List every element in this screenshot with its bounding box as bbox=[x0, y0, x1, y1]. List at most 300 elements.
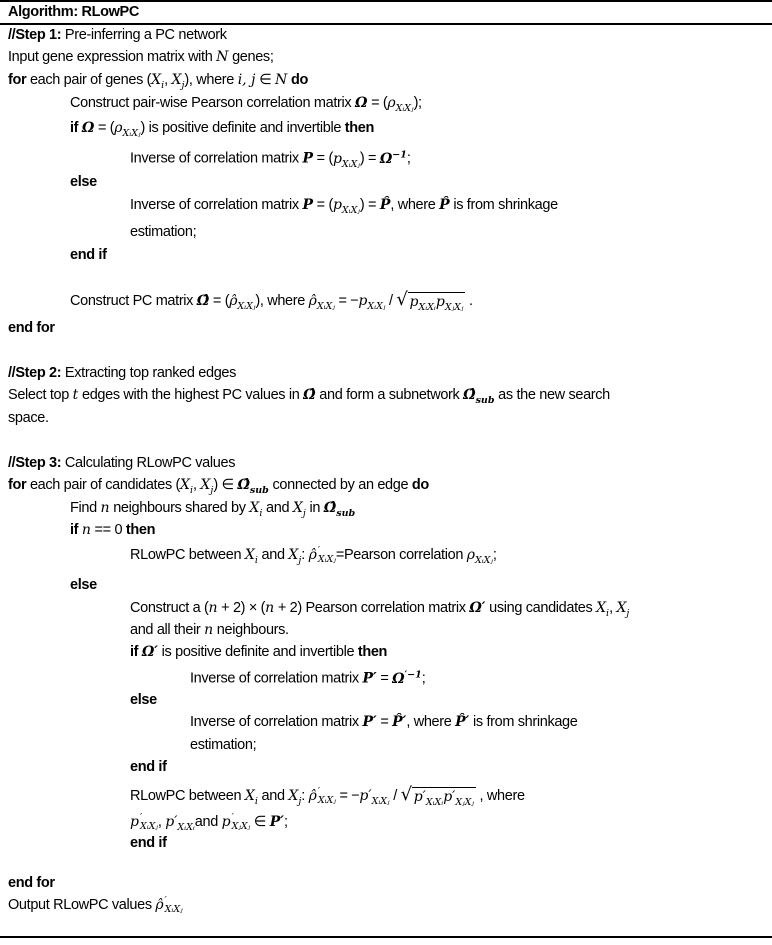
keyword: end if bbox=[130, 835, 167, 851]
text: = ( bbox=[94, 120, 115, 136]
algorithm-line bbox=[130, 620, 289, 640]
text: and form a subnetwork bbox=[315, 387, 464, 403]
math-symbol bbox=[292, 500, 306, 519]
text: and bbox=[194, 814, 222, 830]
math-base: p bbox=[332, 197, 342, 213]
text: ; bbox=[492, 547, 497, 563]
math-bold-symbol bbox=[355, 95, 367, 111]
text: Inverse of correlation matrix bbox=[130, 197, 303, 213]
subscript: XᵢXᵢ bbox=[425, 796, 444, 808]
math-symbol bbox=[244, 788, 258, 807]
subscript: i bbox=[161, 79, 165, 91]
text: , bbox=[157, 814, 166, 830]
text: RLowPC between bbox=[130, 547, 245, 563]
math-base: P′ bbox=[269, 814, 284, 830]
subscript: j bbox=[298, 795, 302, 807]
keyword: //Step 3: bbox=[8, 455, 62, 471]
math-base: P bbox=[302, 150, 313, 167]
subscript: j bbox=[210, 484, 214, 496]
math-base: n bbox=[265, 600, 275, 616]
superscript: ′ bbox=[231, 812, 234, 823]
text: = ( bbox=[312, 197, 333, 213]
text: Calculating RLowPC values bbox=[61, 455, 236, 471]
text: + 2) × ( bbox=[217, 600, 266, 616]
keyword: then bbox=[125, 522, 156, 538]
math-symbol bbox=[171, 72, 185, 91]
algorithm-line bbox=[190, 735, 256, 755]
subscript: j bbox=[181, 79, 185, 91]
subscript: sub bbox=[249, 484, 269, 496]
superscript: ′ bbox=[164, 895, 167, 906]
text: . bbox=[465, 293, 473, 309]
keyword: if bbox=[70, 522, 82, 538]
math-symbol bbox=[222, 814, 251, 830]
subscript: XᵢXᵢ bbox=[418, 301, 436, 313]
math-symbol bbox=[130, 814, 158, 830]
subscript: j bbox=[302, 507, 306, 519]
keyword: else bbox=[130, 692, 157, 708]
math-base: P̂′ bbox=[392, 714, 407, 730]
math-base: X bbox=[616, 600, 627, 616]
math-base: P′ bbox=[362, 670, 377, 687]
text: = − bbox=[334, 293, 359, 309]
math-base: p bbox=[332, 150, 342, 167]
sub-superscript bbox=[232, 813, 251, 831]
text: Inverse of correlation matrix bbox=[130, 150, 303, 167]
algorithm-line bbox=[130, 785, 525, 812]
math-symbol bbox=[180, 477, 194, 496]
keyword: else bbox=[70, 577, 97, 593]
math-symbol bbox=[409, 294, 436, 313]
keyword: if bbox=[130, 644, 142, 660]
text: ∈ bbox=[255, 72, 276, 88]
text: in bbox=[305, 500, 324, 516]
radicand bbox=[408, 292, 466, 317]
math-base: P̂′ bbox=[455, 714, 470, 730]
math-base: p′ bbox=[359, 788, 372, 804]
subscript: XᵢXⱼ bbox=[341, 204, 360, 216]
text: connected by an edge bbox=[268, 477, 412, 493]
math-base: n bbox=[204, 622, 214, 638]
algorithm-line bbox=[130, 642, 387, 662]
math-base: X bbox=[244, 547, 255, 563]
math-base: Ω̂ bbox=[463, 387, 476, 403]
text: ; bbox=[421, 670, 426, 687]
math-symbol bbox=[616, 600, 630, 619]
math-bold-symbol bbox=[380, 151, 407, 167]
square-root bbox=[401, 785, 476, 812]
keyword: then bbox=[357, 644, 388, 660]
text: is from shrinkage bbox=[449, 197, 558, 213]
math-symbol bbox=[332, 197, 360, 216]
text: Construct PC matrix bbox=[70, 293, 197, 309]
text: and bbox=[262, 500, 293, 516]
text: = bbox=[376, 714, 393, 730]
subscript: j bbox=[298, 554, 302, 566]
algorithm-line bbox=[130, 222, 196, 242]
text: ), where bbox=[184, 72, 238, 88]
keyword: for bbox=[8, 72, 27, 88]
text: ∈ bbox=[250, 814, 270, 830]
algorithm-line bbox=[70, 172, 97, 192]
math-symbol bbox=[596, 600, 610, 619]
math-base: Ω′ bbox=[469, 600, 486, 616]
text: genes; bbox=[228, 49, 274, 65]
superscript: ′ bbox=[317, 545, 321, 556]
math-base: p bbox=[130, 814, 139, 830]
math-bold-symbol bbox=[142, 644, 158, 660]
text: , bbox=[193, 477, 201, 493]
sub-superscript bbox=[165, 896, 183, 914]
subscript: XⱼXⱼ bbox=[455, 796, 474, 808]
subscript: XⱼXⱼ bbox=[444, 301, 464, 313]
subscript: XᵢXᵢ bbox=[177, 821, 195, 833]
math-base: Ω bbox=[354, 95, 368, 111]
math-base: Ω bbox=[81, 120, 95, 136]
keyword: if bbox=[70, 120, 82, 136]
algorithm-line bbox=[8, 47, 274, 67]
math-base: ρ̂ bbox=[155, 897, 164, 913]
math-symbol bbox=[275, 72, 287, 88]
text: RLowPC between bbox=[130, 788, 245, 804]
math-symbol bbox=[82, 522, 91, 538]
math-base: i, j bbox=[237, 72, 256, 88]
text: = bbox=[376, 670, 393, 687]
superscript: −1 bbox=[392, 149, 407, 160]
math-symbol bbox=[387, 95, 414, 114]
math-symbol bbox=[229, 293, 256, 312]
text: and bbox=[257, 788, 289, 804]
math-symbol bbox=[359, 788, 390, 807]
subscript: i bbox=[254, 795, 258, 807]
subscript: XᵢXⱼ bbox=[122, 127, 141, 139]
algorithm-line bbox=[130, 690, 157, 710]
text: Output RLowPC values bbox=[8, 897, 156, 913]
math-base: P̂ bbox=[439, 197, 450, 213]
math-bold-symbol bbox=[302, 151, 313, 167]
keyword: then bbox=[344, 120, 375, 136]
keyword: end if bbox=[130, 759, 167, 775]
text: Select top bbox=[8, 387, 73, 403]
math-base: ρ̂ bbox=[308, 547, 317, 563]
math-symbol bbox=[244, 547, 258, 566]
subscript: j bbox=[626, 607, 630, 619]
math-base: X bbox=[171, 72, 182, 88]
math-base: P′ bbox=[362, 714, 377, 730]
text: : bbox=[301, 547, 309, 563]
text: ; bbox=[283, 814, 288, 830]
math-symbol bbox=[204, 622, 213, 638]
radical-sign-icon: √ bbox=[396, 289, 408, 310]
text: neighbours shared by bbox=[109, 500, 250, 516]
subscript: i bbox=[259, 507, 263, 519]
text: , where bbox=[475, 788, 525, 804]
algorithm-line bbox=[190, 665, 425, 689]
keyword: Algorithm: RLowPC bbox=[8, 4, 139, 20]
algorithm-line bbox=[70, 245, 107, 265]
subscript: i bbox=[189, 484, 194, 496]
text: and bbox=[257, 547, 289, 563]
text: ); bbox=[413, 95, 422, 111]
text: , bbox=[164, 72, 172, 88]
math-base: Ω bbox=[379, 150, 393, 167]
math-symbol bbox=[101, 500, 110, 516]
math-symbol bbox=[288, 547, 302, 566]
text: Inverse of correlation matrix bbox=[190, 670, 363, 687]
math-base: ρ bbox=[466, 547, 475, 563]
text: edges with the highest PC values in bbox=[78, 387, 304, 403]
text: space. bbox=[8, 410, 49, 426]
math-base: p bbox=[358, 293, 368, 309]
math-symbol bbox=[165, 814, 195, 833]
subscript: XᵢXⱼ bbox=[139, 821, 158, 832]
subscript: XᵢXⱼ bbox=[317, 554, 336, 565]
math-symbol bbox=[332, 150, 360, 170]
math-base: P̂ bbox=[379, 197, 391, 213]
math-bold-symbol bbox=[270, 814, 284, 830]
math-base: P bbox=[302, 197, 313, 213]
subscript: sub bbox=[336, 507, 356, 519]
math-base: p′ bbox=[443, 789, 456, 805]
algorithm-line bbox=[130, 545, 497, 571]
math-symbol bbox=[308, 293, 335, 312]
math-base: ρ̂ bbox=[308, 788, 317, 804]
text: ) = bbox=[359, 150, 380, 167]
math-symbol bbox=[435, 294, 464, 313]
text: , where bbox=[406, 714, 456, 730]
keyword: do bbox=[290, 72, 308, 88]
math-base: Ω̂ bbox=[303, 387, 316, 403]
text: : bbox=[301, 788, 309, 804]
text: and all their bbox=[130, 622, 205, 638]
sub-superscript bbox=[140, 813, 158, 831]
math-symbol bbox=[155, 897, 182, 913]
math-base: p′ bbox=[165, 814, 178, 830]
math-bold-symbol bbox=[237, 477, 269, 496]
algorithm-line bbox=[70, 118, 374, 144]
bottom-rule bbox=[0, 936, 772, 938]
text: each pair of genes ( bbox=[26, 72, 152, 88]
math-symbol bbox=[238, 72, 256, 88]
math-base: n bbox=[208, 600, 218, 616]
math-base: p bbox=[221, 814, 231, 830]
text: as the new search bbox=[494, 387, 610, 403]
math-symbol bbox=[309, 547, 336, 563]
subscript: XᵢXⱼ bbox=[341, 158, 360, 170]
algorithm-line bbox=[8, 385, 610, 411]
text: estimation; bbox=[130, 224, 197, 240]
subscript: i bbox=[254, 554, 258, 566]
text: Inverse of correlation matrix bbox=[190, 714, 363, 730]
keyword: else bbox=[70, 174, 97, 190]
math-base: Ω̂ bbox=[323, 500, 337, 516]
text: using candidates bbox=[485, 600, 597, 616]
algorithm-line bbox=[8, 873, 55, 893]
math-symbol bbox=[249, 500, 263, 519]
math-base: Ω bbox=[392, 670, 405, 687]
math-base: ρ̂ bbox=[308, 293, 317, 309]
math-symbol bbox=[151, 72, 165, 91]
math-bold-symbol bbox=[197, 293, 209, 309]
text: ; bbox=[406, 150, 411, 167]
math-base: X bbox=[596, 600, 607, 616]
algorithm-line bbox=[130, 195, 558, 221]
algorithm-line bbox=[8, 475, 429, 501]
superscript: ′−1 bbox=[404, 669, 422, 680]
superscript: ′ bbox=[317, 786, 321, 797]
math-bold-symbol bbox=[303, 387, 315, 403]
math-symbol bbox=[288, 788, 302, 807]
text: Input gene expression matrix with bbox=[8, 49, 217, 65]
math-bold-symbol bbox=[302, 197, 313, 213]
subscript: XⱼXⱼ bbox=[231, 821, 251, 832]
subscript: XᵢXⱼ bbox=[317, 795, 336, 806]
radical-sign-icon: √ bbox=[400, 784, 412, 805]
math-bold-symbol bbox=[362, 714, 376, 730]
math-base: X bbox=[244, 788, 255, 804]
square-root bbox=[396, 290, 465, 317]
subscript: i bbox=[606, 607, 610, 619]
text: ), where bbox=[255, 293, 309, 309]
superscript: ′ bbox=[139, 812, 143, 823]
text: neighbours. bbox=[213, 622, 289, 638]
algorithm-line bbox=[8, 453, 235, 473]
algorithm-line bbox=[8, 363, 236, 383]
text: ) is positive definite and invertible bbox=[140, 120, 345, 136]
math-base: X bbox=[249, 500, 260, 516]
text: ) = bbox=[359, 197, 380, 213]
math-bold-symbol bbox=[380, 197, 391, 213]
algorithm-line bbox=[8, 408, 49, 428]
math-bold-symbol bbox=[362, 671, 376, 687]
text: = ( bbox=[312, 150, 333, 167]
math-base: X bbox=[151, 72, 162, 88]
algorithm-line bbox=[8, 895, 183, 915]
sub-superscript bbox=[318, 787, 336, 805]
text: , where bbox=[390, 197, 440, 213]
math-base: N bbox=[275, 72, 288, 88]
math-base: p bbox=[435, 294, 445, 310]
keyword: end for bbox=[8, 875, 55, 891]
math-symbol bbox=[114, 120, 141, 139]
subscript: sub bbox=[475, 394, 495, 406]
math-base: X bbox=[292, 500, 303, 516]
subscript: XᵢXⱼ bbox=[237, 300, 256, 312]
math-base: n bbox=[100, 500, 110, 516]
math-base: X bbox=[200, 477, 211, 493]
math-base: p bbox=[409, 294, 419, 310]
text: , bbox=[609, 600, 617, 616]
math-bold-symbol bbox=[392, 714, 406, 730]
text: Pre-inferring a PC network bbox=[61, 27, 227, 43]
algorithm-line bbox=[190, 712, 578, 732]
text: is positive definite and invertible bbox=[158, 644, 358, 660]
math-base: Ω̂ bbox=[196, 293, 210, 309]
algorithm-line bbox=[130, 833, 167, 853]
subscript: XᵢXⱼ bbox=[395, 102, 414, 114]
text: = ( bbox=[209, 293, 230, 309]
math-base: X bbox=[180, 477, 190, 493]
math-base: ρ bbox=[387, 95, 396, 111]
algorithm-line bbox=[130, 145, 411, 174]
math-base: Ω̂ bbox=[237, 477, 250, 493]
math-bold-symbol bbox=[439, 197, 450, 213]
math-bold-symbol bbox=[455, 714, 469, 730]
math-symbol bbox=[443, 789, 474, 808]
math-symbol bbox=[466, 547, 493, 566]
math-base: ρ bbox=[114, 120, 123, 136]
algorithm-line bbox=[70, 575, 97, 595]
text: Extracting top ranked edges bbox=[61, 365, 237, 381]
math-base: X bbox=[288, 788, 299, 804]
math-bold-symbol bbox=[463, 387, 495, 406]
text: each pair of candidates ( bbox=[26, 477, 181, 493]
algorithm-line bbox=[8, 318, 55, 338]
subscript: XᵢXⱼ bbox=[367, 300, 386, 312]
text: == 0 bbox=[90, 522, 126, 538]
algorithm-line bbox=[130, 757, 167, 777]
keyword: for bbox=[8, 477, 27, 493]
text: Construct pair-wise Pearson correlation matrix bbox=[70, 95, 355, 111]
text: Find bbox=[70, 500, 101, 516]
math-symbol bbox=[413, 789, 444, 808]
math-bold-symbol bbox=[392, 671, 422, 687]
algorithm-line bbox=[8, 25, 227, 45]
math-base: p′ bbox=[413, 789, 426, 805]
sub-superscript bbox=[318, 546, 336, 564]
math-symbol bbox=[200, 477, 214, 496]
algorithm-line bbox=[8, 70, 308, 96]
text: = − bbox=[335, 788, 360, 804]
math-base: ρ̂ bbox=[229, 293, 238, 309]
math-symbol bbox=[309, 788, 336, 804]
text: / bbox=[385, 293, 397, 309]
text: + 2) Pearson correlation matrix bbox=[274, 600, 470, 616]
text: estimation; bbox=[190, 737, 257, 753]
math-base: X bbox=[288, 547, 299, 563]
math-bold-symbol bbox=[82, 120, 94, 136]
algorithm-line bbox=[70, 290, 473, 317]
text: is from shrinkage bbox=[469, 714, 578, 730]
algorithm-title bbox=[8, 2, 139, 22]
keyword: end for bbox=[8, 320, 55, 336]
subscript: XᵢXⱼ bbox=[371, 795, 390, 807]
math-base: N bbox=[216, 49, 229, 65]
text: =Pearson correlation bbox=[335, 547, 467, 563]
math-symbol bbox=[216, 49, 228, 65]
text: ) ∈ bbox=[213, 477, 238, 493]
text: = ( bbox=[367, 95, 388, 111]
math-symbol bbox=[265, 600, 274, 616]
text: Construct a ( bbox=[130, 600, 209, 616]
math-base: Ω′ bbox=[141, 644, 158, 660]
keyword: //Step 1: bbox=[8, 27, 62, 43]
subscript: XᵢXⱼ bbox=[316, 300, 335, 312]
math-base: t bbox=[72, 387, 79, 403]
subscript: XᵢXⱼ bbox=[474, 554, 493, 566]
algorithm-line bbox=[70, 93, 422, 119]
text: / bbox=[389, 788, 401, 804]
radicand bbox=[412, 787, 476, 812]
keyword: do bbox=[411, 477, 429, 493]
algorithm-line bbox=[70, 520, 155, 540]
math-bold-symbol bbox=[469, 600, 485, 616]
math-bold-symbol bbox=[323, 500, 356, 519]
keyword: end if bbox=[70, 247, 107, 263]
keyword: //Step 2: bbox=[8, 365, 62, 381]
math-base: n bbox=[81, 522, 91, 538]
subscript: XᵢXⱼ bbox=[164, 904, 183, 915]
